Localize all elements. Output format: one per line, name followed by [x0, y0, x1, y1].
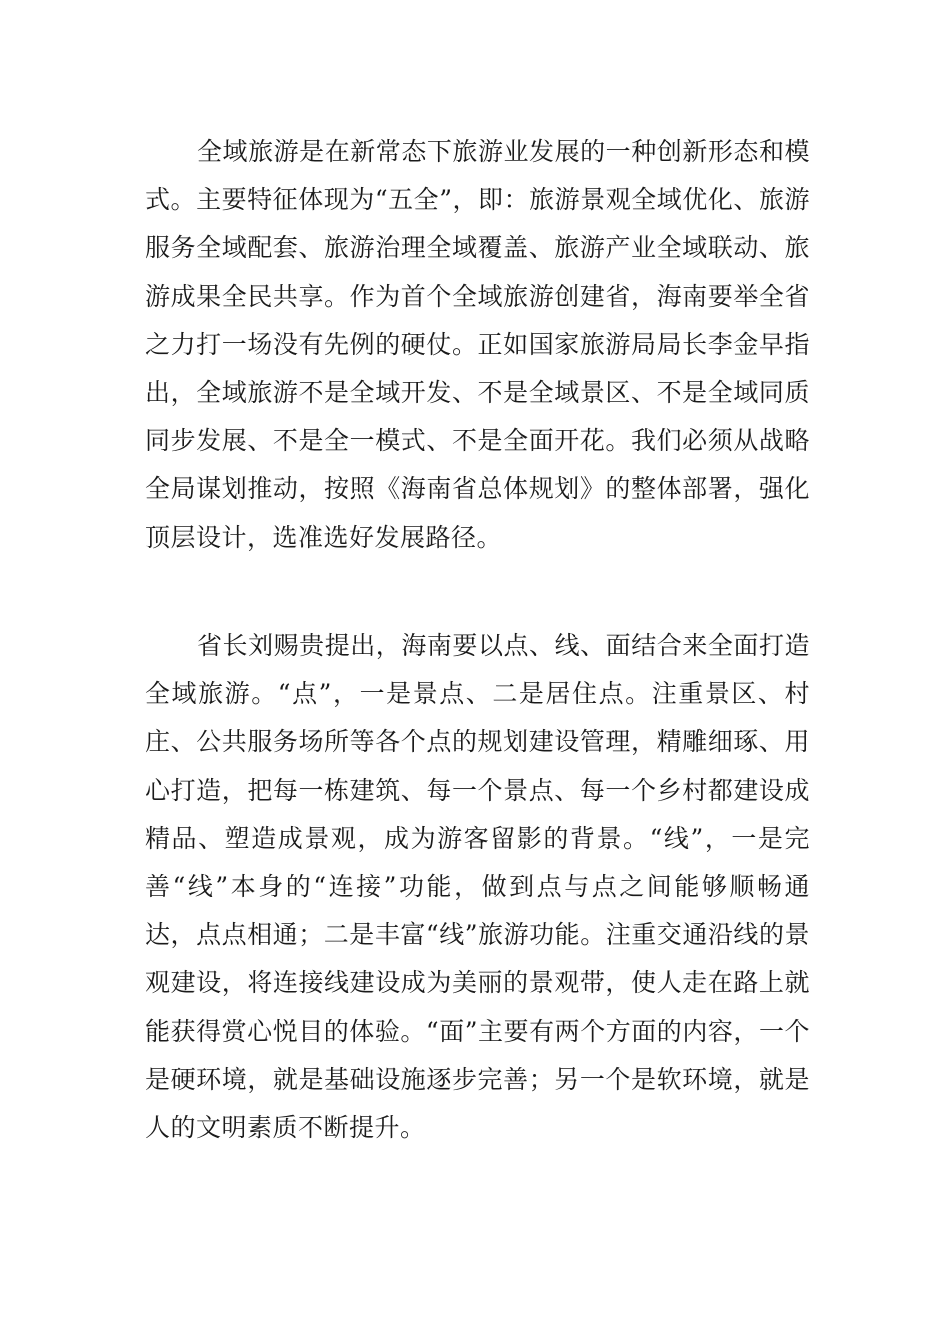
paragraph-dian-xian-mian: 省长刘赐贵提出，海南要以点、线、面结合来全面打造全域旅游。“点”，一是景点、二是居住点。注重景区、村庄、公共服务场所等各个点的规划建设管理，精雕细琢、用心打造，把每一栋建筑、每一个景点、每一个乡村都建设成精品、塑造成景观，成为游客留影的背景。“线”，一是完善“线”本身的“连接”功能，做到点与点之间能够顺畅通达，点点相通；二是丰富“线”旅游功能。注重交通沿线的景观建设，将连接线建设成为美丽的景观带，使人走在路上就能获得赏心悦目的体验。“面”主要有两个方面的内容，一个是硬环境，就是基础设施逐步完善；另一个是软环境，就是人的文明素质不断提升。 — [145, 631, 810, 1143]
paragraph-quanyu-lvyou: 全域旅游是在新常态下旅游业发展的一种创新形态和模式。主要特征体现为“五全”，即：旅游景观全域优化、旅游服务全域配套、旅游治理全域覆盖、旅游产业全域联动、旅游成果全民共享。作为首个全域旅游创建省，海南要举全省之力打一场没有先例的硬仗。正如国家旅游局局长李金早指出，全域旅游不是全域开发、不是全域景区、不是全域同质同步发展、不是全一模式、不是全面开花。我们必须从战略全局谋划推动，按照《海南省总体规划》的整体部署，强化顶层设计，选准选好发展路径。 — [145, 137, 810, 552]
